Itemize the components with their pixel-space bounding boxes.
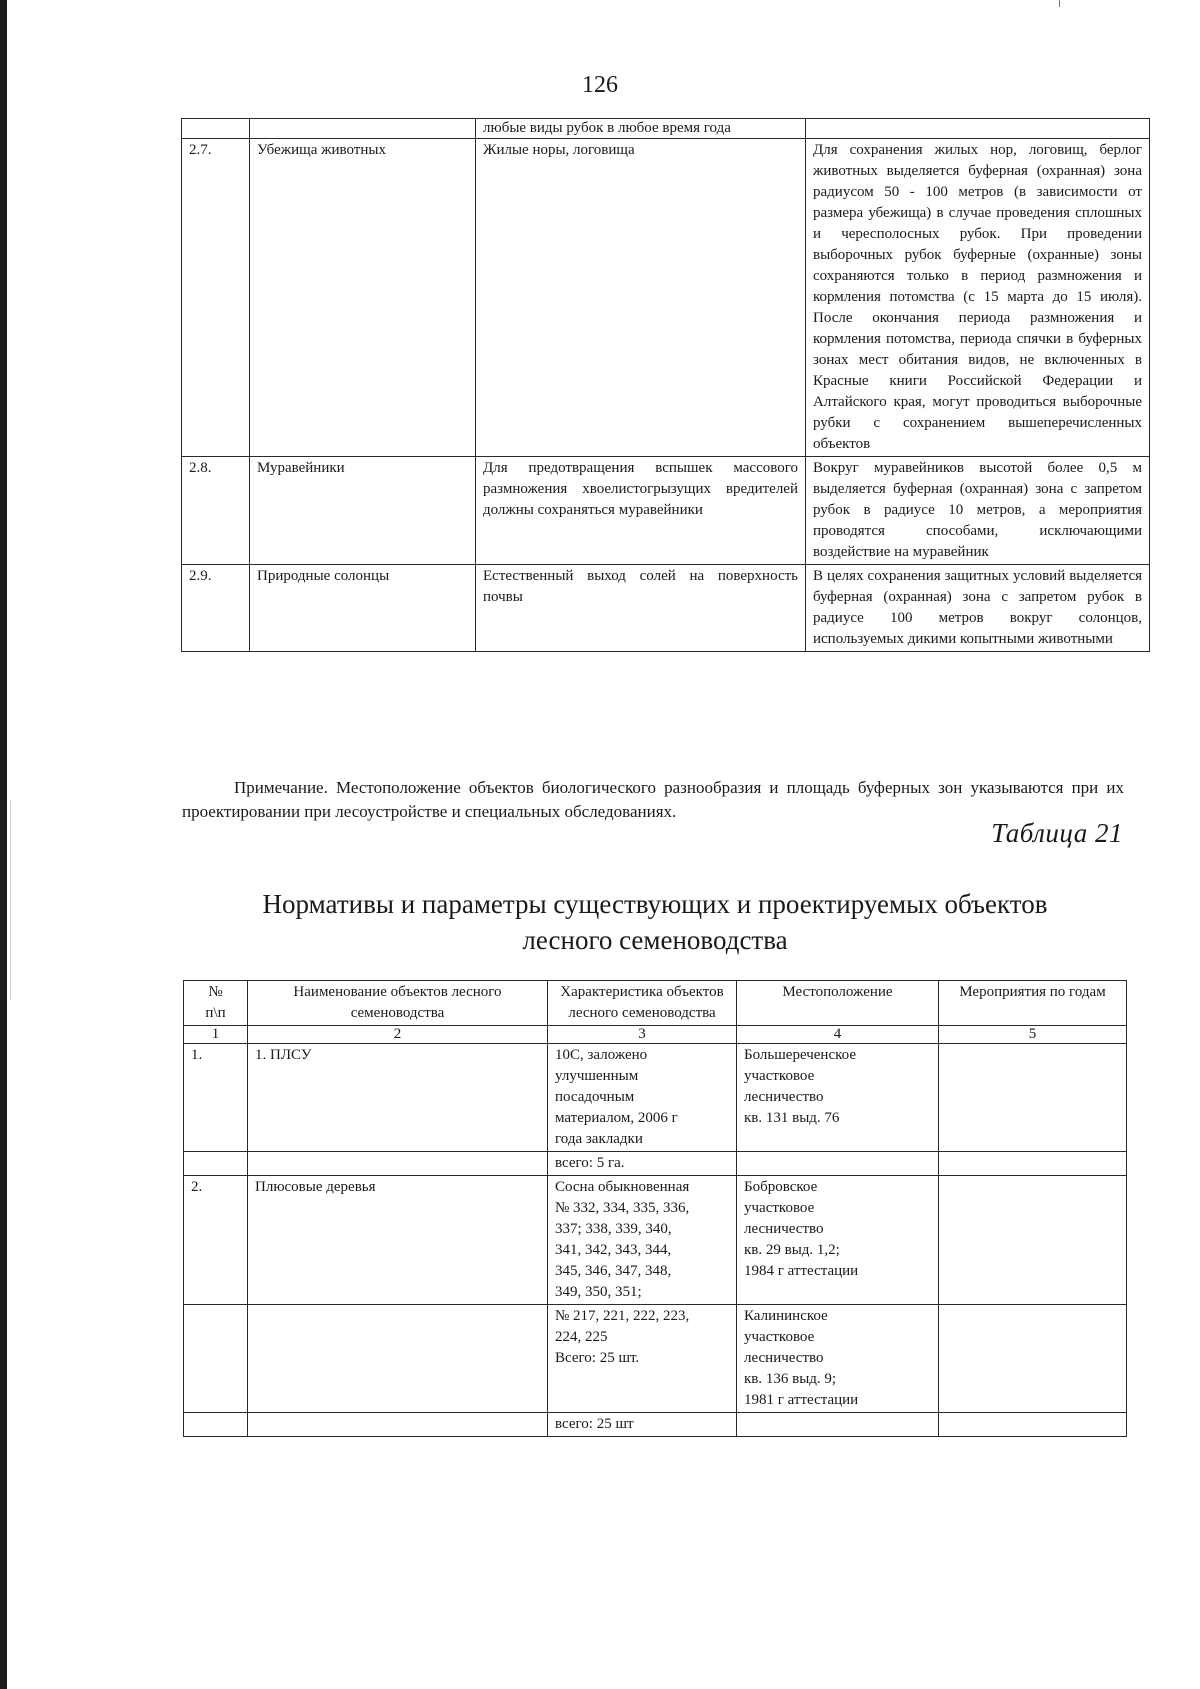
- object-description: Для предотвращения вспышек массового размножения хвоелистогрызущих вредителей должны сохраняться муравейники: [476, 457, 806, 565]
- object-name: 1. ПЛСУ: [248, 1044, 548, 1152]
- row-number: 2.7.: [182, 139, 250, 457]
- header-cell: Характеристика объектов лесного семеноводства: [548, 981, 737, 1026]
- row-number: [182, 119, 250, 139]
- section-title-line: Нормативы и параметры существующих и проектируемых объектов: [262, 889, 1048, 919]
- row-number: 2.9.: [182, 565, 250, 652]
- object-measures: В целях сохранения защитных условий выделяется буферная (охранная) зона с запретом рубок в радиусе 100 метров вокруг солонцов, используемых дикими копытными животными: [806, 565, 1150, 652]
- object-characteristic: 10С, заложено улучшенным посадочным материалом, 2006 г года закладки: [548, 1044, 737, 1152]
- biodiversity-objects-table: [181, 118, 1150, 652]
- object-name: [250, 119, 476, 139]
- object-name: [248, 1305, 548, 1413]
- table-note: Примечание. Местоположение объектов биологического разнообразия и площадь буферных зон указываются при их проектировании при лесоустройстве и специальных обследованиях.: [182, 778, 1124, 821]
- object-measures: Для сохранения жилых нор, логовищ, берлог животных выделяется буферная (охранная) зона радиусом 50 - 100 метров (в зависимости от размера убежища) в случае проведения сплошных и чересполосных рубок. При проведении выборочных рубок буферные (охранные) зоны сохраняются только в период размножения и кормления потомства (с 15 марта до 15 июля). После окончания периода размножения и кормления потомства, периода спячки в буферных зонах мест обитания видов, не включенных в Красные книги Российской Федерации и Алтайского края, могут проводиться выборочные рубки с сохранением вышеперечисленных объектов: [806, 139, 1150, 457]
- column-number-row: [184, 1026, 1127, 1044]
- object-plan: [939, 1152, 1127, 1176]
- object-name: [248, 1152, 548, 1176]
- object-name: Убежища животных: [250, 139, 476, 457]
- table-row: [182, 457, 1150, 565]
- row-number: 1.: [184, 1044, 248, 1152]
- object-description: Жилые норы, логовища: [476, 139, 806, 457]
- object-plan: [939, 1305, 1127, 1413]
- header-cell: Мероприятия по годам: [939, 981, 1127, 1026]
- column-number: 2: [248, 1026, 548, 1044]
- row-number: [184, 1413, 248, 1437]
- scan-edge: [0, 0, 7, 1689]
- object-name: Муравейники: [250, 457, 476, 565]
- table-row: [184, 1413, 1127, 1437]
- object-location: Бобровское участковое лесничество кв. 29 выд. 1,2; 1984 г аттестации: [737, 1176, 939, 1305]
- object-plan: [939, 1413, 1127, 1437]
- column-number: 1: [184, 1026, 248, 1044]
- object-name: Природные солонцы: [250, 565, 476, 652]
- seed-production-table: [183, 980, 1127, 1437]
- header-cell: Местоположение: [737, 981, 939, 1026]
- column-number: 3: [548, 1026, 737, 1044]
- object-location: Большереченское участковое лесничество кв. 131 выд. 76: [737, 1044, 939, 1152]
- object-location: [737, 1152, 939, 1176]
- row-number: 2.: [184, 1176, 248, 1305]
- table-row: [182, 565, 1150, 652]
- scan-mark: [1059, 0, 1060, 7]
- object-name: Плюсовые деревья: [248, 1176, 548, 1305]
- table-label: Таблица 21: [991, 818, 1123, 848]
- table-row: [184, 1152, 1127, 1176]
- object-measures: [806, 119, 1150, 139]
- table-row: [182, 139, 1150, 457]
- section-title: [170, 886, 1140, 958]
- page-number: 126: [582, 72, 618, 98]
- scan-edge-faint: [10, 800, 11, 1000]
- section-title-line: лесного семеноводства: [522, 925, 788, 955]
- object-description: Естественный выход солей на поверхность почвы: [476, 565, 806, 652]
- row-number: [184, 1305, 248, 1413]
- row-number: [184, 1152, 248, 1176]
- object-characteristic: всего: 5 га.: [548, 1152, 737, 1176]
- column-number: 4: [737, 1026, 939, 1044]
- object-location: [737, 1413, 939, 1437]
- object-characteristic: Сосна обыкновенная № 332, 334, 335, 336, 337; 338, 339, 340, 341, 342, 343, 344, 345, 346, 347, 348, 349, 350, 351;: [548, 1176, 737, 1305]
- object-measures: Вокруг муравейников высотой более 0,5 м выделяется буферная (охранная) зона с запретом рубок в радиусе 10 метров, а мероприятия проводятся способами, исключающими воздействие на муравейник: [806, 457, 1150, 565]
- object-plan: [939, 1044, 1127, 1152]
- object-characteristic: № 217, 221, 222, 223, 224, 225 Всего: 25 шт.: [548, 1305, 737, 1413]
- object-location: Калининское участковое лесничество кв. 136 выд. 9; 1981 г аттестации: [737, 1305, 939, 1413]
- table-header-row: [184, 981, 1127, 1026]
- table-row: [184, 1044, 1127, 1152]
- column-number: 5: [939, 1026, 1127, 1044]
- object-name: [248, 1413, 548, 1437]
- object-description: любые виды рубок в любое время года: [476, 119, 806, 139]
- object-characteristic: всего: 25 шт: [548, 1413, 737, 1437]
- header-cell: Наименование объектов лесного семеноводства: [248, 981, 548, 1026]
- row-number: 2.8.: [182, 457, 250, 565]
- table-row: [182, 119, 1150, 139]
- table-row: [184, 1176, 1127, 1305]
- object-plan: [939, 1176, 1127, 1305]
- table-row: [184, 1305, 1127, 1413]
- header-cell: № п\п: [184, 981, 248, 1026]
